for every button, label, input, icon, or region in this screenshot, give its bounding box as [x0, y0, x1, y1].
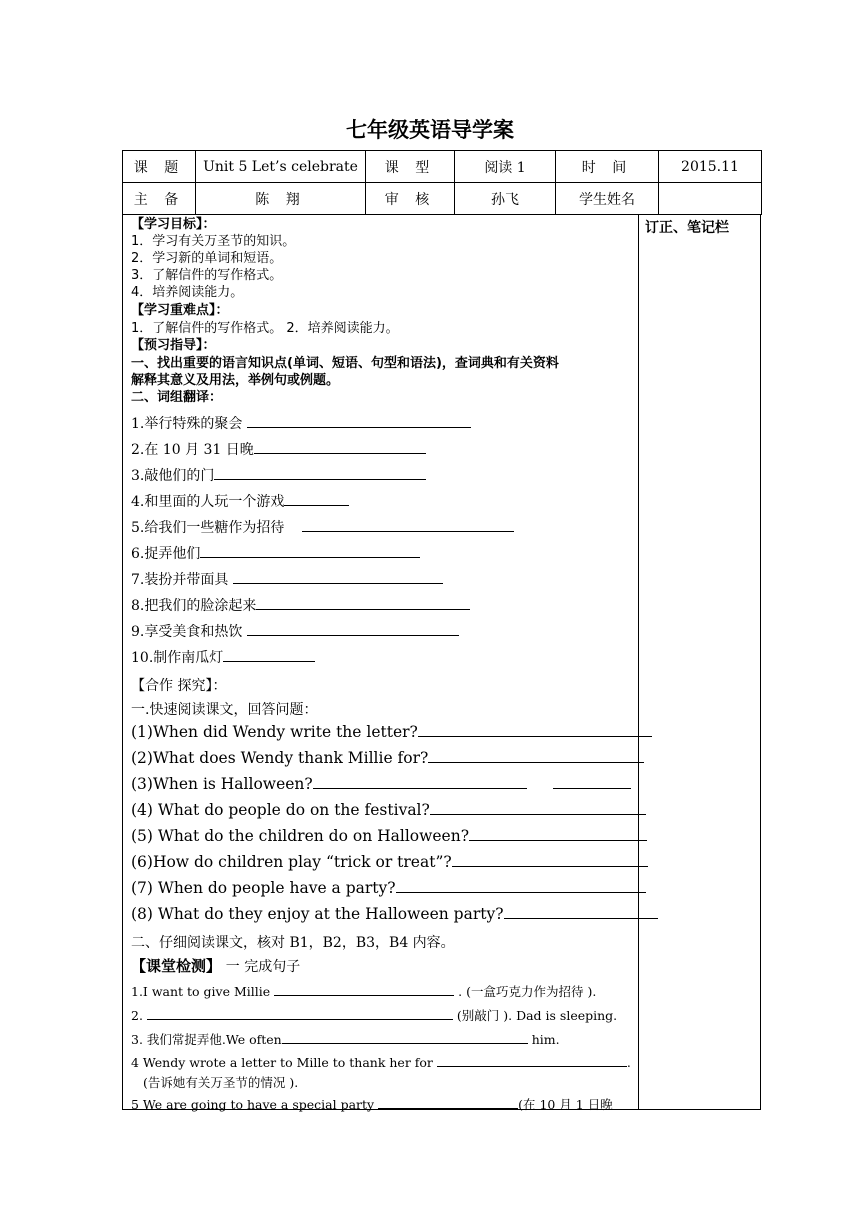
answer-blank[interactable] — [378, 1096, 518, 1109]
question-item: (7) When do people have a party? — [131, 879, 646, 897]
phrase-translation-heading: 二、词组翻译： — [131, 390, 223, 405]
objectives-heading: 【学习目标】： — [131, 217, 216, 232]
phrase-item: 6.捉弄他们 — [131, 543, 420, 563]
phrase-item: 7.装扮并带面具 — [131, 569, 443, 589]
answer-blank[interactable] — [147, 1007, 453, 1020]
sentence-item: 3. 我们常捉弄他.We often him. — [131, 1032, 560, 1047]
header-value-type: 阅读 1 — [455, 151, 556, 183]
key-points-heading: 【学习重难点】： — [131, 303, 229, 318]
phrase-item: 8.把我们的脸涂起来 — [131, 595, 470, 615]
column-divider — [638, 214, 639, 1109]
header-label-type: 课 型 — [366, 151, 455, 183]
preview-heading: 【预习指导】： — [131, 338, 216, 353]
phrase-item: 10.制作南瓜灯 — [131, 647, 315, 667]
question-item: (4) What do people do on the festival? — [131, 801, 646, 819]
header-value-reviewer: 孙飞 — [455, 183, 556, 215]
student-name-field[interactable] — [659, 183, 762, 215]
objective-item: 2．学习新的单词和短语。 — [131, 251, 283, 266]
answer-blank[interactable] — [437, 1054, 627, 1067]
sentence-continuation: (告诉她有关万圣节的情况 ). — [143, 1075, 299, 1090]
header-label-topic: 课 题 — [123, 151, 196, 183]
phrase-item: 2.在 10 月 31 日晚 — [131, 439, 426, 459]
sentence-item: 5 We are going to have a special party (在 10 月 1 日晚 — [131, 1097, 613, 1112]
answer-blank[interactable] — [553, 776, 631, 789]
answer-blank[interactable] — [254, 441, 426, 454]
phrase-item: 3.敲他们的门 — [131, 465, 426, 485]
header-label-reviewer: 审 核 — [366, 183, 455, 215]
answer-blank[interactable] — [200, 545, 420, 558]
answer-blank[interactable] — [284, 493, 349, 506]
test-heading-line: 【课堂检测】 一 完成句子 — [131, 957, 301, 975]
answer-blank[interactable] — [214, 467, 426, 480]
preview-instruction: 解释其意义及用法，举例句或例题。 — [131, 373, 340, 388]
answer-blank[interactable] — [256, 597, 470, 610]
answer-blank[interactable] — [430, 802, 646, 815]
header-value-topic: Unit 5 Let’s celebrate — [196, 151, 366, 183]
objective-item: 4．培养阅读能力。 — [131, 285, 244, 300]
content-box — [122, 214, 761, 1110]
header-row-2 — [123, 183, 762, 215]
objective-item: 1．学习有关万圣节的知识。 — [131, 234, 296, 249]
question-item: (3)When is Halloween? — [131, 775, 631, 793]
answer-blank[interactable] — [418, 724, 652, 737]
header-label-author: 主 备 — [123, 183, 196, 215]
question-item: (2)What does Wendy thank Millie for? — [131, 749, 644, 767]
header-label-time: 时 间 — [556, 151, 659, 183]
header-value-time: 2015.11 — [659, 151, 762, 183]
question-item: (8) What do they enjoy at the Halloween party? — [131, 905, 658, 923]
preview-instruction: 一、找出重要的语言知识点(单词、短语、句型和语法)，查词典和有关资料 — [131, 356, 559, 371]
header-label-student-name: 学生姓名 — [556, 183, 659, 215]
phrase-item: 9.享受美食和热饮 — [131, 621, 459, 641]
objective-item: 3．了解信件的写作格式。 — [131, 268, 283, 283]
answer-blank[interactable] — [282, 1031, 528, 1044]
cooperate-intro: 一.快速阅读课文，回答问题： — [131, 702, 318, 718]
phrase-item: 5.给我们一些糖作为招待 — [131, 517, 514, 537]
answer-blank[interactable] — [233, 571, 443, 584]
question-item: (1)When did Wendy write the letter? — [131, 723, 652, 741]
sentence-item: 1.I want to give Millie . (一盒巧克力作为招待 ). — [131, 984, 597, 999]
question-item: (5) What do the children do on Halloween? — [131, 827, 647, 845]
header-table — [122, 150, 762, 215]
key-points-text: 1．了解信件的写作格式。 2．培养阅读能力。 — [131, 321, 399, 336]
answer-blank[interactable] — [428, 750, 644, 763]
sentence-item: 4 Wendy wrote a letter to Mille to thank her for . — [131, 1055, 631, 1070]
answer-blank[interactable] — [223, 649, 315, 662]
check-instruction: 二、仔细阅读课文，核对 B1，B2，B3，B4 内容。 — [131, 935, 455, 951]
answer-blank[interactable] — [396, 880, 646, 893]
header-row-1 — [123, 151, 762, 183]
header-value-author: 陈 翔 — [196, 183, 366, 215]
answer-blank[interactable] — [302, 519, 514, 532]
cooperate-heading: 【合作 探究】： — [131, 678, 227, 694]
notes-column-label: 订正、笔记栏 — [645, 220, 729, 236]
answer-blank[interactable] — [452, 854, 648, 867]
answer-blank[interactable] — [274, 983, 454, 996]
answer-blank[interactable] — [504, 906, 658, 919]
answer-blank[interactable] — [247, 623, 459, 636]
answer-blank[interactable] — [313, 776, 527, 789]
sentence-item: 2. (别敲门 ). Dad is sleeping. — [131, 1008, 618, 1023]
phrase-item: 1.举行特殊的聚会 — [131, 413, 471, 433]
phrase-item: 4.和里面的人玩一个游戏 — [131, 491, 349, 511]
answer-blank[interactable] — [469, 828, 647, 841]
question-item: (6)How do children play “trick or treat”? — [131, 853, 648, 871]
answer-blank[interactable] — [247, 415, 471, 428]
page-title: 七年级英语导学案 — [346, 118, 514, 142]
